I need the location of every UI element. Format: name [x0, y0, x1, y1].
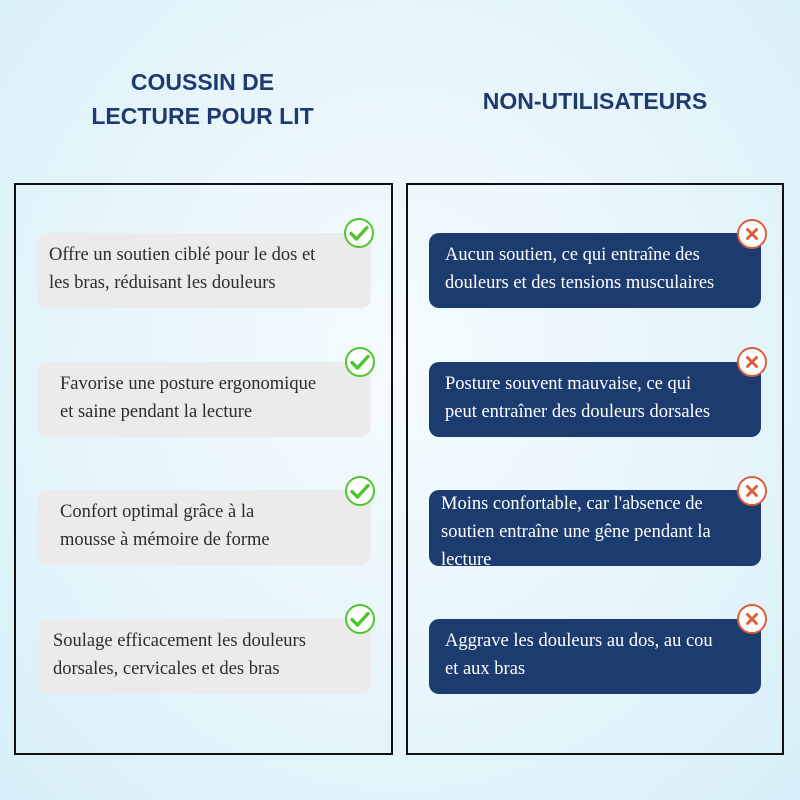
- check-icon: [345, 604, 375, 634]
- pro-card: [37, 233, 371, 308]
- pro-card-line1: Offre un soutien ciblé pour le dos et: [49, 245, 316, 265]
- pro-card-line2: mousse à mémoire de forme: [60, 530, 270, 550]
- con-card-line2: douleurs et des tensions musculaires: [445, 273, 715, 293]
- con-card-line1: Aggrave les douleurs au dos, au cou: [445, 631, 713, 651]
- pro-card-line1: Soulage efficacement les douleurs: [53, 631, 306, 651]
- con-card: [429, 619, 761, 694]
- pro-card-line2: les bras, réduisant les douleurs: [49, 273, 276, 293]
- title-left: [40, 65, 365, 133]
- pro-card-line2: dorsales, cervicales et des bras: [53, 659, 280, 679]
- pro-card-line1: Confort optimal grâce à la: [60, 502, 255, 522]
- title-left-line1: COUSSIN DE: [130, 69, 275, 95]
- pro-card-line1: Favorise une posture ergonomique: [60, 374, 317, 394]
- con-card: [429, 233, 761, 308]
- pro-card: [37, 490, 371, 565]
- pro-card: [37, 619, 371, 694]
- check-icon: [345, 476, 375, 506]
- cross-icon: [737, 604, 767, 634]
- con-card-line2: et aux bras: [445, 659, 526, 679]
- con-card: [429, 362, 761, 437]
- title-left-line2: LECTURE POUR LIT: [91, 103, 314, 129]
- con-card-line1: Aucun soutien, ce qui entraîne des: [445, 245, 700, 265]
- title-right: NON-UTILISATEURS: [482, 88, 708, 114]
- cross-icon: [737, 347, 767, 377]
- check-icon: [345, 347, 375, 377]
- cross-icon: [737, 219, 767, 249]
- cross-icon: [737, 476, 767, 506]
- con-card-line3: lecture: [441, 550, 492, 570]
- check-icon: [344, 218, 374, 248]
- con-card-line1: Posture souvent mauvaise, ce qui: [445, 374, 692, 394]
- con-card-line2: peut entraîner des douleurs dorsales: [445, 402, 711, 422]
- pro-card-line2: et saine pendant la lecture: [60, 402, 253, 422]
- con-card: [429, 490, 761, 570]
- con-card-line1: Moins confortable, car l'absence de: [441, 494, 703, 514]
- con-card-line2: soutien entraîne une gêne pendant la: [441, 522, 711, 542]
- pro-card: [37, 362, 371, 437]
